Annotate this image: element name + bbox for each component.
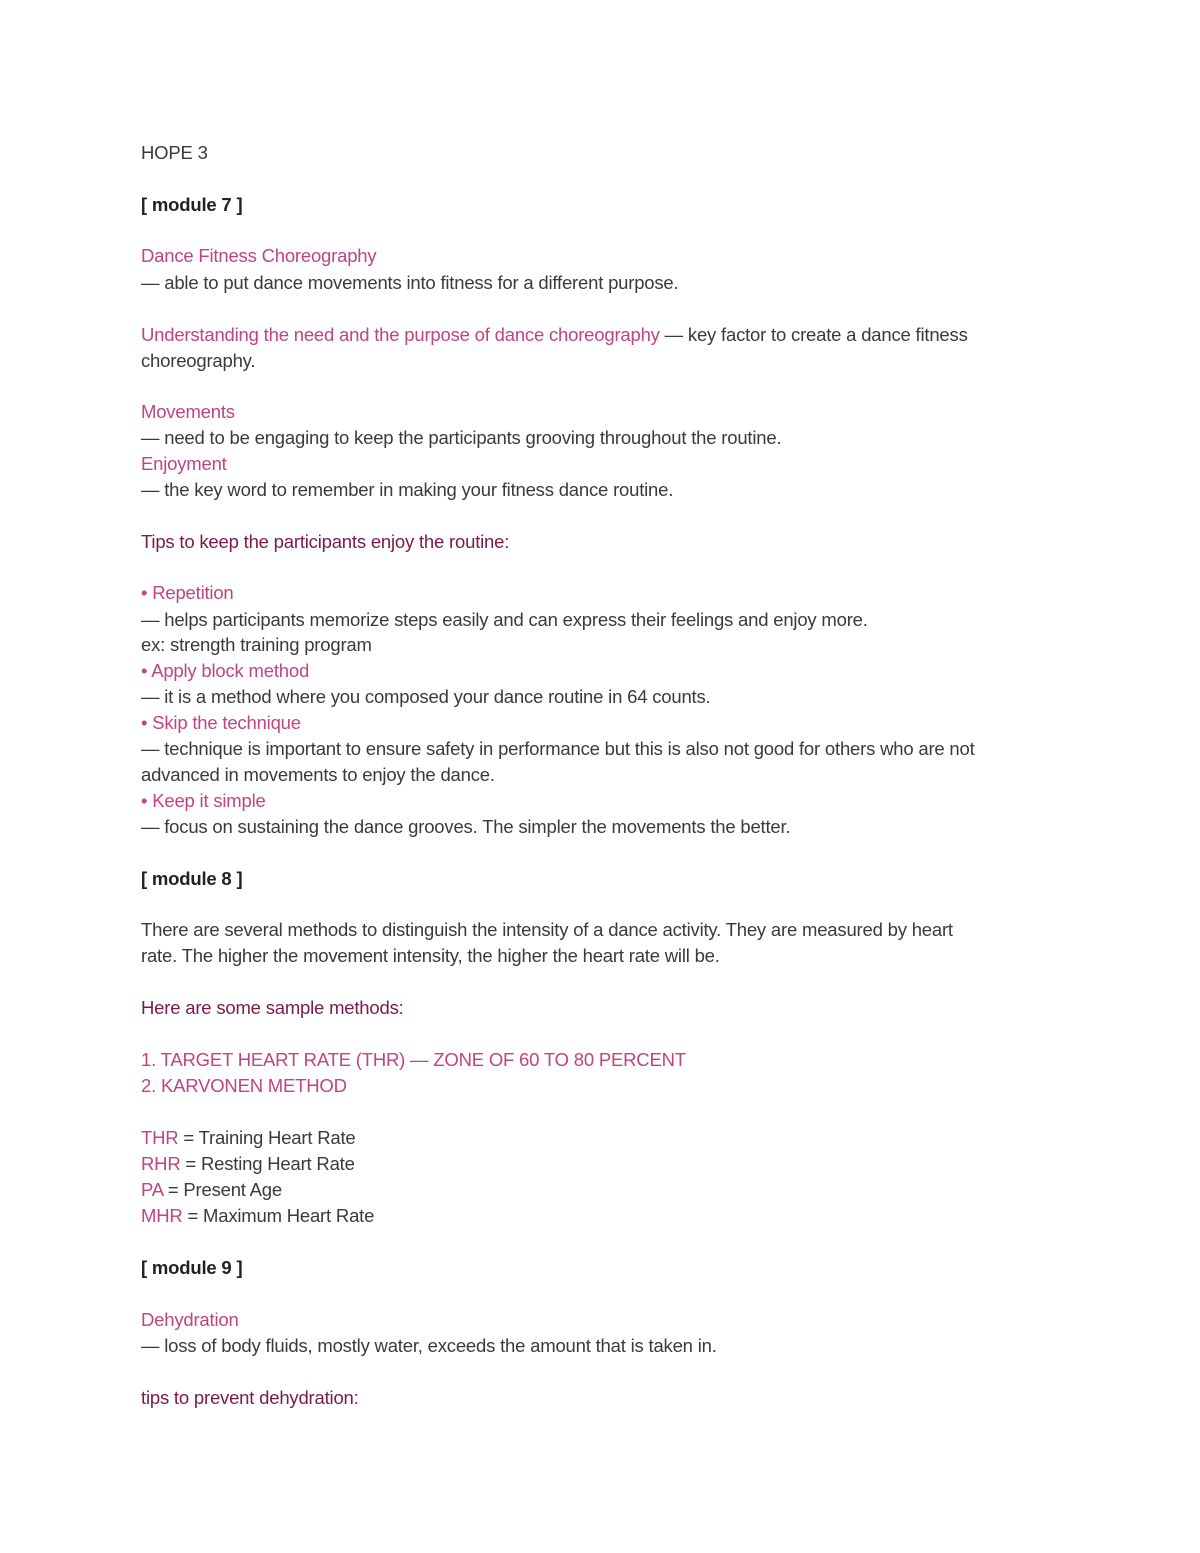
tip-repetition-example: ex: strength training program	[141, 634, 372, 655]
methods-heading: Here are some sample methods:	[141, 997, 404, 1018]
definition-movements: — need to be engaging to keep the participants grooving throughout the routine.	[141, 427, 782, 448]
abbr-term: RHR	[141, 1153, 181, 1174]
term-dance-fitness-choreography: Dance Fitness Choreography	[141, 245, 377, 266]
tip-skip-technique-definition-cont: advanced in movements to enjoy the dance.	[141, 764, 495, 785]
term-enjoyment: Enjoyment	[141, 453, 227, 474]
tip-keep-simple-definition: — focus on sustaining the dance grooves. The simpler the movements the better.	[141, 816, 791, 837]
method-target-heart-rate: 1. TARGET HEART RATE (THR) — ZONE OF 60 TO 80 PERCENT	[141, 1049, 686, 1070]
tip-skip-technique: • Skip the technique	[141, 712, 301, 733]
tip-skip-technique-definition: — technique is important to ensure safety in performance but this is also not good for others who are not	[141, 738, 975, 759]
dehydration-tips-heading: tips to prevent dehydration:	[141, 1387, 359, 1408]
abbr-term: MHR	[141, 1205, 183, 1226]
method-karvonen: 2. KARVONEN METHOD	[141, 1075, 347, 1096]
term-understanding-purpose: Understanding the need and the purpose of dance choreography	[141, 324, 660, 345]
abbr-term: PA	[141, 1179, 163, 1200]
intensity-paragraph: There are several methods to distinguish the intensity of a dance activity. They are measured by heart	[141, 919, 953, 940]
definition-dance-fitness-choreography: — able to put dance movements into fitness for a different purpose.	[141, 272, 679, 293]
definition-dehydration: — loss of body fluids, mostly water, exceeds the amount that is taken in.	[141, 1335, 717, 1356]
abbr-meaning: = Maximum Heart Rate	[182, 1205, 375, 1226]
abbr-meaning: = Present Age	[162, 1179, 282, 1200]
definition-understanding-purpose: — key factor to create a dance fitness	[659, 324, 968, 345]
tip-block-method-definition: — it is a method where you composed your dance routine in 64 counts.	[141, 686, 711, 707]
understanding-line	[141, 323, 968, 347]
term-movements: Movements	[141, 401, 235, 422]
tips-heading: Tips to keep the participants enjoy the routine:	[141, 531, 510, 552]
tip-repetition-definition: — helps participants memorize steps easily and can express their feelings and enjoy more.	[141, 609, 868, 630]
term-dehydration: Dehydration	[141, 1309, 239, 1330]
abbreviation-pa	[141, 1178, 282, 1202]
document-title: HOPE 3	[141, 142, 208, 163]
abbr-meaning: = Resting Heart Rate	[180, 1153, 355, 1174]
tip-keep-simple: • Keep it simple	[141, 790, 266, 811]
abbr-term: THR	[141, 1127, 179, 1148]
tip-block-method: • Apply block method	[141, 660, 310, 681]
abbr-meaning: = Training Heart Rate	[178, 1127, 356, 1148]
module-9-header: [ module 9 ]	[141, 1257, 243, 1278]
definition-enjoyment: — the key word to remember in making your fitness dance routine.	[141, 479, 674, 500]
intensity-paragraph-cont: rate. The higher the movement intensity, the higher the heart rate will be.	[141, 945, 720, 966]
tip-repetition: • Repetition	[141, 582, 234, 603]
abbreviation-mhr	[141, 1204, 374, 1228]
abbreviation-thr	[141, 1126, 356, 1150]
abbreviation-rhr	[141, 1152, 355, 1176]
module-8-header: [ module 8 ]	[141, 868, 243, 889]
definition-understanding-purpose-cont: choreography.	[141, 350, 256, 371]
module-7-header: [ module 7 ]	[141, 194, 243, 215]
